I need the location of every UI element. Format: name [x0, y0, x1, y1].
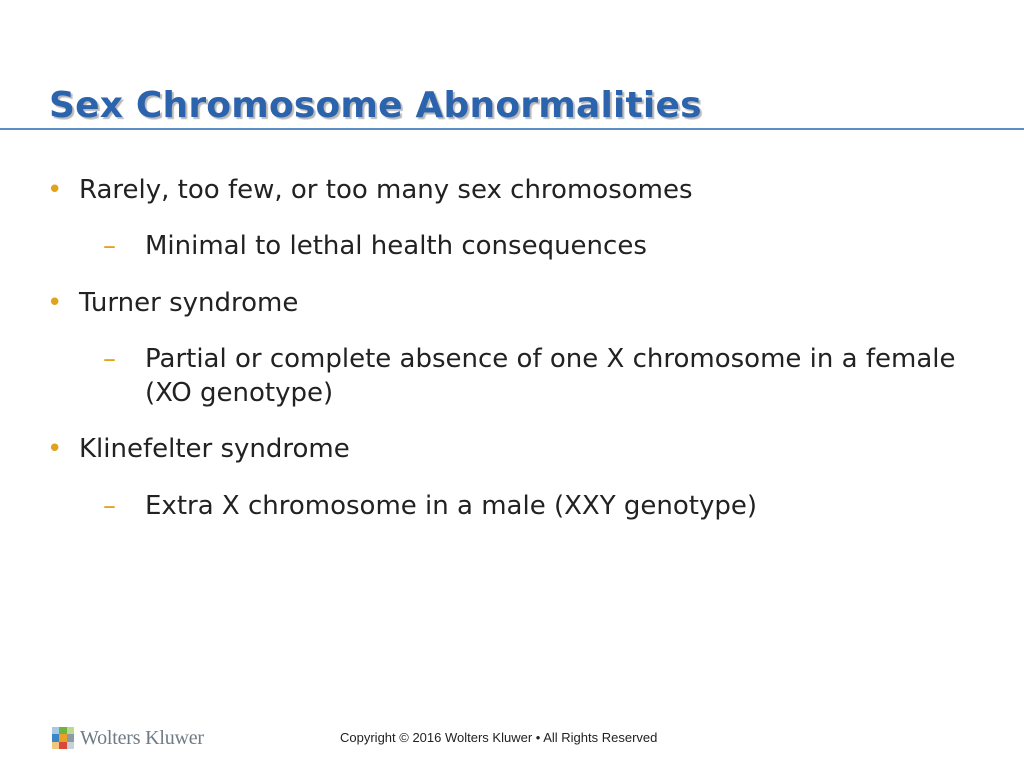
bullet-item-2: Turner syndrome [79, 288, 299, 318]
copyright-text: Copyright © 2016 Wolters Kluwer • All Rights Reserved [340, 730, 658, 745]
sub-bullet-item-2: Partial or complete absence of one X chromosome in a female (XO genotype) [145, 344, 956, 408]
logo-text: Wolters Kluwer [80, 726, 204, 749]
bullet-marker: • [47, 434, 63, 464]
sub-bullet-item-3: Extra X chromosome in a male (XXY genotype) [145, 491, 757, 521]
title-divider [0, 128, 1024, 130]
sub-bullet-marker: – [103, 491, 116, 521]
sub-bullet-marker: – [103, 344, 116, 374]
footer-logo [52, 726, 204, 750]
sub-bullet-marker: – [103, 231, 116, 261]
bullet-marker: • [47, 288, 63, 318]
bullet-marker: • [47, 175, 63, 205]
slide-title: Sex Chromosome Abnormalities [49, 85, 702, 126]
bullet-item-1: Rarely, too few, or too many sex chromosomes [79, 175, 693, 205]
wolters-kluwer-logo-icon [52, 727, 74, 749]
bullet-item-3: Klinefelter syndrome [79, 434, 350, 464]
sub-bullet-item-1: Minimal to lethal health consequences [145, 231, 647, 261]
